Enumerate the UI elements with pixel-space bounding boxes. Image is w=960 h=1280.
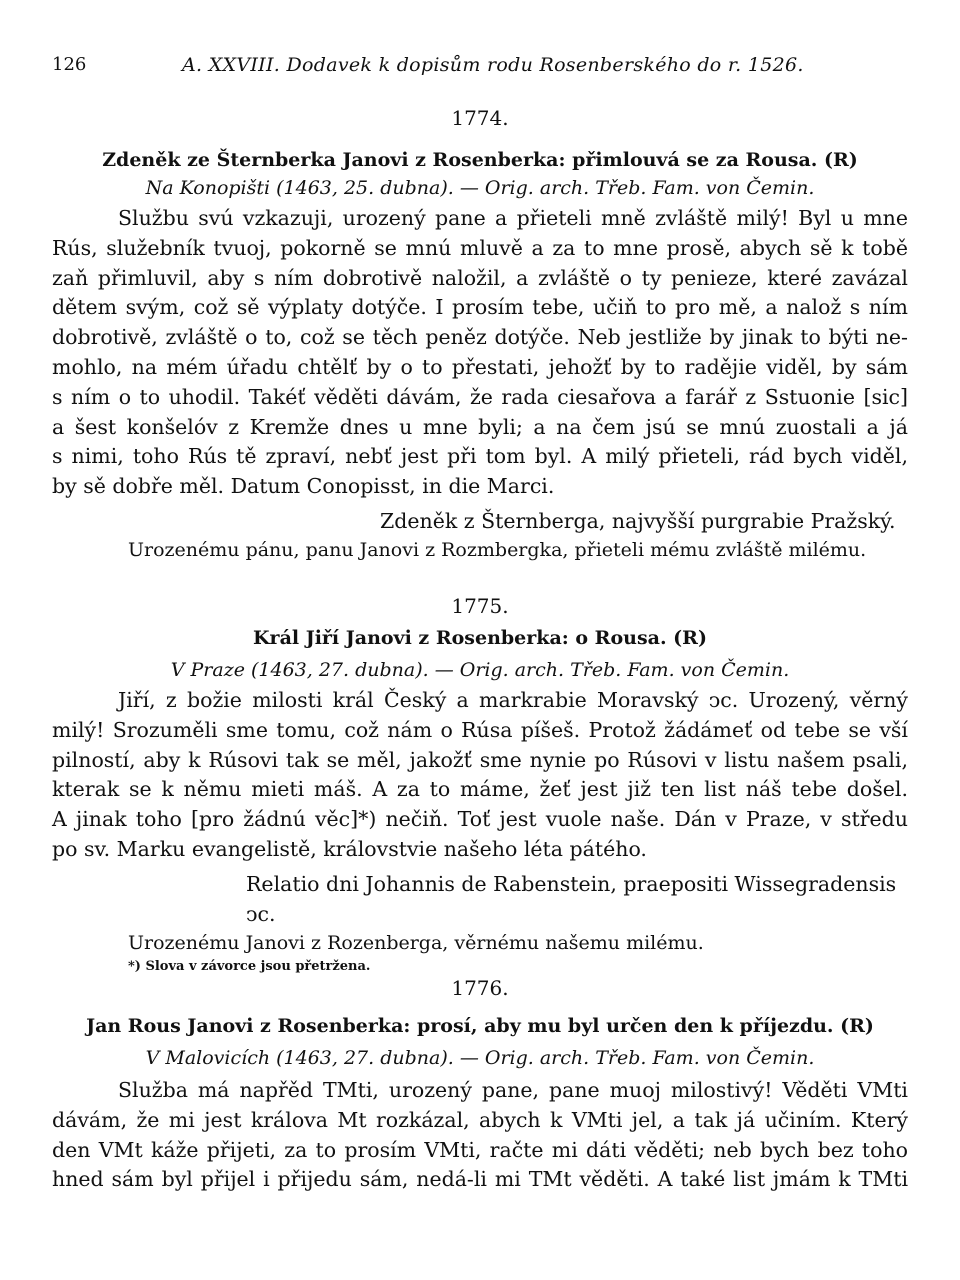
body-line: Služba má napřěd TMti, urozený pane, pane muoj milostivý! Věděti VMti xyxy=(118,1078,908,1102)
footnote: *) Slova v závorce jsou přetržena. xyxy=(128,958,371,974)
document-1775 xyxy=(52,592,908,977)
document-number: 1776. xyxy=(451,976,509,1000)
signature: Relatio dni Johannis de Rabenstein, praepositi Wissegradensis ͻc. xyxy=(246,871,897,926)
body-line: dobrotivě, zvláště o to, což se těch peněz dotýče. Neb jestliže by jinak to býti ne- xyxy=(52,325,908,350)
body-line: po sv. Marku evangelistě, královstvie našeho léta pátého. xyxy=(52,836,647,861)
document-1776 xyxy=(52,974,908,1195)
page-header xyxy=(52,54,908,84)
document-body xyxy=(52,686,908,865)
document-number: 1775. xyxy=(451,594,509,618)
document-body xyxy=(52,204,908,502)
body-line: mohlo, na mém úřadu chtělť by o to přestati, jehožť by to radějie viděl, by sám xyxy=(52,354,908,379)
page-number: 126 xyxy=(52,54,87,75)
running-title: A. XXVIII. Dodavek k dopisům rodu Rosenberského do r. 1526. xyxy=(182,54,804,76)
signature: Zdeněk z Šternberga, najvyšší purgrabie Pražský. xyxy=(380,508,896,533)
body-line: Službu svú vzkazuji, urozený pane a přieteli mně zvláště milý! Byl u mne xyxy=(118,206,908,230)
body-line: by sě dobře měl. Datum Conopisst, in die Marci. xyxy=(52,474,555,499)
body-line: pilností, aby k Rúsovi tak se měl, jakožť sme nynie po Rúsovi v listu našem psali, xyxy=(52,747,908,772)
body-line: Jiří, z božie milosti král Český a markrabie Moravský ͻc. Urozený, věrný xyxy=(118,688,908,712)
document-source: V Malovicích (1463, 27. dubna). — Orig. arch. Třeb. Fam. von Čemin. xyxy=(145,1047,815,1069)
body-line: s ním o to uhodil. Takéť věděti dávám, že rada ciesařova a farář z Sstuonie [sic] xyxy=(52,384,908,409)
body-line: A jinak toho [pro žádnú věc]*) nečiň. Toť jest vuole naše. Dán v Praze, v středu xyxy=(52,807,908,832)
body-line: hned sám byl přijel i přijedu sám, nedá-li mi TMt věděti. A také list jmám k TMti xyxy=(52,1167,908,1192)
body-line: s nimi, toho Rús tě zpraví, nebť jest při tom byl. A milý přieteli, rád bych viděl, xyxy=(52,444,908,469)
body-line: milý! Srozuměli sme tomu, což nám o Rúsa píšeš. Protož žádámeť od tebe se vší xyxy=(52,717,908,742)
document-title: Jan Rous Janovi z Rosenberka: prosí, aby mu byl určen den k příjezdu. (R) xyxy=(86,1015,874,1037)
address-line: Urozenému Janovi z Rozenberga, věrnému našemu milému. xyxy=(128,931,704,954)
body-line: zaň přimluvil, aby s ním dobrotivě naložil, a zvláště o ty penieze, které zavázal xyxy=(52,265,908,290)
body-line: dětem svým, což sě výplaty dotýče. I prosím tebe, učiň to pro mě, a nalož s ním xyxy=(52,295,908,320)
address-line: Urozenému pánu, panu Janovi z Rozmbergka, přieteli mému zvláště milému. xyxy=(128,538,867,561)
document-body xyxy=(52,1076,908,1195)
document-source: V Praze (1463, 27. dubna). — Orig. arch. Třeb. Fam. von Čemin. xyxy=(170,659,790,681)
body-line: kterak se k němu mieti máš. A za to máme, žeť jest již ten list náš tebe došel. xyxy=(52,777,908,802)
document-number: 1774. xyxy=(451,106,509,130)
body-line: dávám, že mi jest králova Mt rozkázal, abych k VMti jel, a tak já učiním. Který xyxy=(52,1107,908,1132)
document-source: Na Konopišti (1463, 25. dubna). — Orig. arch. Třeb. Fam. von Čemin. xyxy=(145,177,815,199)
document-title: Král Jiří Janovi z Rosenberka: o Rousa. (R) xyxy=(253,627,707,649)
document-title: Zdeněk ze Šternberka Janovi z Rosenberka: přimlouvá se za Rousa. (R) xyxy=(102,149,858,171)
document-1774 xyxy=(52,104,908,564)
body-line: den VMt káže přijeti, za to prosím VMti, račte mi dáti věděti; neb bych bez toho xyxy=(52,1137,908,1162)
body-line: Rús, služebník tvuoj, pokorně se mnú mluvě a za to mne prosě, abych sě k tobě xyxy=(52,235,908,260)
body-line: a šest konšelóv z Kremže dnes u mne byli; a na čem jsú se mnú zuostali a já xyxy=(52,414,908,439)
